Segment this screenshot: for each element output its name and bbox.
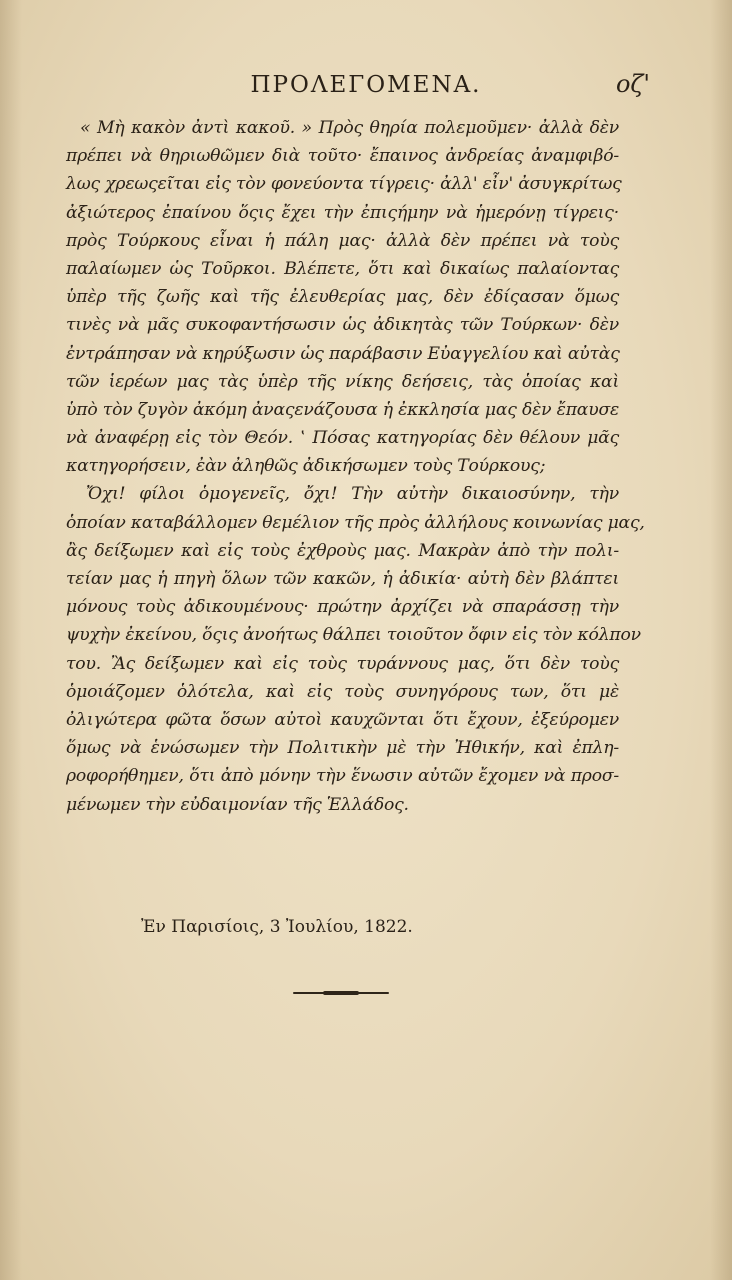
page-edge-shadow-right [710, 0, 732, 1280]
text-line: μόνους τοὺς ἀδικουμένους· πρώτην ἀρχίζει νὰ σπαράσσῃ τὴν [66, 597, 619, 618]
text-line: ὁποίαν καταβάλλομεν θεμέλιον τῆς πρὸς ἀλλήλους κοινωνίας μας, [66, 512, 645, 533]
text-line: ἂς δείξωμεν καὶ εἰς τοὺς ἐχθροὺς μας. Μακρὰν ἀπὸ τὴν πολι- [66, 540, 619, 561]
running-title: ΠΡΟΛΕΓΟΜΕΝΑ. [250, 72, 482, 98]
page-number: οζ' [615, 70, 650, 98]
text-line: τινὲς νὰ μᾶς συκοφαντήσωσιν ὡς ἀδικητὰς τῶν Τούρκων· δὲν [66, 315, 619, 336]
text-line: Ὄχι! φίλοι ὁμογενεῖς, ὄχι! Τὴν αὐτὴν δικαιοσύνην, τὴν [86, 484, 619, 505]
text-line: ἀξιώτερος ἐπαίνου ὅςις ἔχει τὴν ἐπιςήμην νὰ ἡμερόνῃ τίγρεις· [66, 202, 619, 223]
text-line: ὅμως νὰ ἑνώσωμεν τὴν Πολιτικὴν μὲ τὴν Ἠθικήν, καὶ ἐπλη- [66, 738, 619, 759]
text-line: πρὸς Τούρκους εἶναι ἡ πάλη μας· ἀλλὰ δὲν πρέπει νὰ τοὺς [66, 230, 619, 251]
text-line: κατηγορήσειν, ἐὰν ἀληθῶς ἀδικήσωμεν τοὺς Τούρκους; [66, 456, 546, 477]
text-line: του. Ἂς δείξωμεν καὶ εἰς τοὺς τυράννους μας, ὅτι δὲν τοὺς [66, 653, 619, 674]
text-line: ὁμοιάζομεν ὁλότελα, καὶ εἰς τοὺς συνηγόρους των, ὅτι μὲ [66, 681, 619, 702]
body-text [66, 114, 645, 819]
text-line: ἐντράπησαν νὰ κηρύξωσιν ὡς παράβασιν Εὐαγγελίου καὶ αὐτὰς [66, 343, 620, 364]
text-line: « Μὴ κακὸν ἀντὶ κακοῦ. » Πρὸς θηρία πολεμοῦμεν· ἀλλὰ δὲν [80, 118, 619, 138]
ornamental-rule [293, 992, 389, 994]
page-edge-shadow-left [0, 0, 22, 1280]
text-line: νὰ ἀναφέρῃ εἰς τὸν Θεόν. ‛ Πόσας κατηγορίας δὲν θέλουν μᾶς [66, 428, 619, 449]
text-line: ψυχὴν ἐκείνου, ὅςις ἀνοήτως θάλπει τοιοῦτον ὄφιν εἰς τὸν κόλπον [66, 625, 641, 646]
text-line: ὑπὸ τὸν ζυγὸν ἀκόμη ἀναςενάζουσα ἡ ἐκκλησία μας δὲν ἔπαυσε [66, 399, 619, 420]
text-line: ὑπὲρ τῆς ζωῆς καὶ τῆς ἐλευθερίας μας, δὲν ἐδίςασαν ὅμως [66, 287, 619, 308]
text-line: λως χρεωςεῖται εἰς τὸν φονεύοντα τίγρεις· ἀλλ' εἶν' ἀσυγκρίτως [66, 174, 622, 195]
text-line: τείαν μας ἡ πηγὴ ὅλων τῶν κακῶν, ἡ ἀδικία· αὐτὴ δὲν βλάπτει [66, 569, 619, 589]
page-header [0, 72, 732, 112]
text-line: παλαίωμεν ὡς Τοῦρκοι. Βλέπετε, ὅτι καὶ δικαίως παλαίοντας [66, 258, 619, 279]
text-line: ὀλιγώτερα φῶτα ὅσων αὐτοὶ καυχῶνται ὅτι ἔχουν, ἐξεύρομεν [66, 709, 619, 730]
text-line: μένωμεν τὴν εὐδαιμονίαν τῆς Ἑλλάδος. [66, 794, 409, 815]
text-line: τῶν ἱερέων μας τὰς ὑπὲρ τῆς νίκης δεήσεις, τὰς ὁποίας καὶ [66, 371, 619, 392]
text-line: πρέπει νὰ θηριωθῶμεν διὰ τοῦτο· ἔπαινος ἀνδρείας ἀναμφιβό- [66, 146, 619, 167]
place-date-signature: Ἐν Παρισίοις, 3 Ἰουλίου, 1822. [141, 917, 413, 937]
text-line: ροφορήθημεν, ὅτι ἀπὸ μόνην τὴν ἕνωσιν αὐτῶν ἔχομεν νὰ προσ- [66, 766, 619, 787]
